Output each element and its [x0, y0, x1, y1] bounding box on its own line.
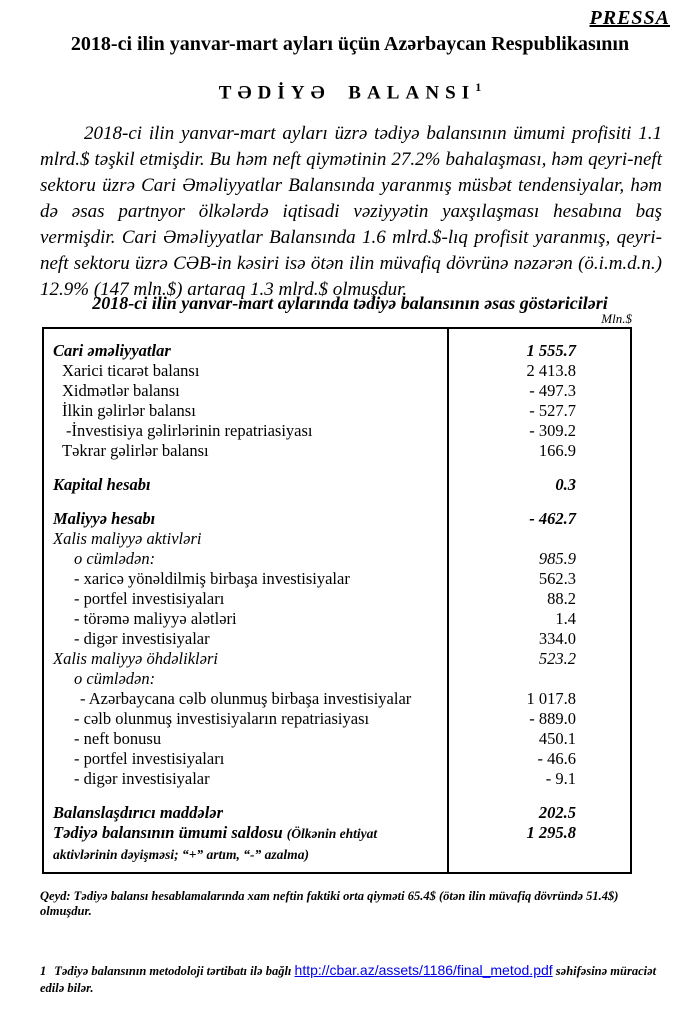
table-row — [44, 669, 630, 689]
row-label: Cari əməliyyatlar — [53, 341, 171, 360]
row-spacer — [44, 461, 630, 475]
row-label: Balanslaşdırıcı maddələr — [53, 803, 224, 822]
footnote-marker: 1 — [40, 964, 47, 978]
row-label: - törəmə maliyyə alətləri — [74, 609, 237, 628]
row-value: - 462.7 — [529, 509, 576, 528]
row-label: Xarici ticarət balansı — [62, 361, 200, 380]
row-label: - digər investisiyalar — [74, 629, 210, 648]
row-value: 0.3 — [555, 475, 576, 494]
row-spacer — [44, 495, 630, 509]
row-value: 1.4 — [555, 609, 576, 628]
table-row — [44, 609, 630, 629]
row-spacer — [44, 789, 630, 803]
footnote-text-before: Tədiyə balansının metodoloji tərtibatı ilə bağlı — [54, 964, 295, 978]
row-label-parenthetical: (Ölkənin ehtiyat aktivlərinin dəyişməsi; “+” artım, “-” azalma) — [53, 826, 378, 862]
table-row — [44, 649, 630, 669]
row-value: 562.3 — [538, 569, 576, 588]
table-row — [44, 709, 630, 729]
row-label-main: Tədiyə balansının ümumi saldosu — [53, 823, 283, 842]
row-label: - digər investisiyalar — [74, 769, 210, 788]
table-row — [44, 361, 630, 381]
row-label: - portfel investisiyaları — [74, 589, 225, 608]
note-text: Qeyd: Tədiyə balansı hesablamalarında xam neftin faktiki orta qiyməti 65.4$ (ötən ilin müvafiq dövründə 51.4$) olmuşdur. — [40, 889, 619, 918]
row-value: - 497.3 — [529, 381, 576, 400]
table-row — [44, 689, 630, 709]
table-row — [44, 529, 630, 549]
table-row — [44, 729, 630, 749]
row-value: 1 017.8 — [526, 689, 576, 708]
row-value: 202.5 — [538, 803, 576, 822]
row-value: 1 295.8 — [526, 823, 576, 842]
row-label: o cümlədən: — [74, 549, 156, 568]
table-row — [44, 589, 630, 609]
footnote — [40, 962, 668, 997]
row-label: Kapital hesabı — [53, 475, 151, 494]
table-row — [44, 803, 630, 823]
press-label: PRESSA — [589, 7, 670, 29]
row-value: 985.9 — [538, 549, 576, 568]
main-heading-text: TƏDİYƏ BALANSI — [218, 82, 476, 104]
row-value: 1 555.7 — [526, 341, 576, 360]
unit-label: Mln.$ — [601, 311, 632, 326]
row-value: 2 413.8 — [526, 361, 576, 380]
table-row — [44, 769, 630, 789]
row-label: -İnvestisiya gəlirlərinin repatriasiyası — [66, 421, 313, 440]
row-label: - cəlb olunmuş investisiyaların repatriasiyası — [74, 709, 370, 728]
footnote-text-after: səhifəsinə müraciət edilə bilər. — [40, 964, 657, 995]
row-value: - 9.1 — [545, 769, 576, 788]
intro-paragraph: 2018-ci ilin yanvar-mart ayları üzrə tədiyə balansının ümumi profisiti 1.1 mlrd.$ təşkil etmişdir. Bu həm neft qiymətinin 27.2% bahalaşması, həm qeyri-neft sektoru üzrə Cari Əməliyyatlar Balansında yaranmış müsbət tendensiyalar, həm də əsas partnyor ölkələrdə iqtisadi vəziyyətin yaxşılaşması hesabına baş vermişdir. Cari Əməliyyatlar Balansında 1.6 mlrd.$-lıq profisit yaranmış, qeyri-neft sektoru üzrə CƏB-in kəsiri isə ötən ilin müvafiq dövrünə nəzərən (ö.i.m.d.n.) 12.9% (147 mln.$) artaraq 1.3 mlrd.$ olmuşdur. — [40, 123, 662, 300]
row-label: Xalis maliyyə aktivləri — [53, 529, 202, 548]
row-label — [44, 823, 447, 865]
row-label: Xalis maliyyə öhdəlikləri — [53, 649, 218, 668]
row-value: - 889.0 — [529, 709, 576, 728]
row-label: Xidmətlər balansı — [62, 381, 180, 400]
table-row — [44, 749, 630, 769]
main-heading — [0, 80, 700, 104]
table-row — [44, 823, 630, 865]
footnote-ref: 1 — [475, 80, 482, 94]
table-title: 2018-ci ilin yanvar-mart aylarında tədiyə balansının əsas göstəriciləri — [92, 293, 608, 313]
table-row — [44, 421, 630, 441]
row-label: - neft bonusu — [74, 729, 162, 748]
row-value: - 527.7 — [529, 401, 576, 420]
row-value: 523.2 — [538, 649, 576, 668]
column-divider — [447, 329, 449, 872]
row-label: İlkin gəlirlər balansı — [62, 401, 196, 420]
row-label: - portfel investisiyaları — [74, 749, 225, 768]
row-value: - 46.6 — [537, 749, 576, 768]
row-label: o cümlədən: — [74, 669, 156, 688]
table-row — [44, 629, 630, 649]
row-label: - xaricə yönəldilmiş birbaşa investisiyalar — [74, 569, 350, 588]
table-row — [44, 549, 630, 569]
row-label: Maliyyə hesabı — [53, 509, 156, 528]
row-label: - Azərbaycana cəlb olunmuş birbaşa investisiyalar — [80, 689, 412, 708]
document-title: 2018-ci ilin yanvar-mart ayları üçün Azərbaycan Respublikasının — [70, 33, 630, 55]
row-value: 88.2 — [547, 589, 576, 608]
table-row — [44, 381, 630, 401]
table-row — [44, 401, 630, 421]
row-label: Təkrar gəlirlər balansı — [62, 441, 209, 460]
table-row — [44, 509, 630, 529]
table-row — [44, 441, 630, 461]
table-row — [44, 475, 630, 495]
row-value: 166.9 — [538, 441, 576, 460]
table-row — [44, 341, 630, 361]
methodology-link[interactable]: http://cbar.az/assets/1186/final_metod.pdf — [294, 962, 553, 978]
table-row — [44, 569, 630, 589]
row-value: 334.0 — [538, 629, 576, 648]
balance-table — [42, 327, 632, 874]
row-value: - 309.2 — [529, 421, 576, 440]
row-value: 450.1 — [538, 729, 576, 748]
